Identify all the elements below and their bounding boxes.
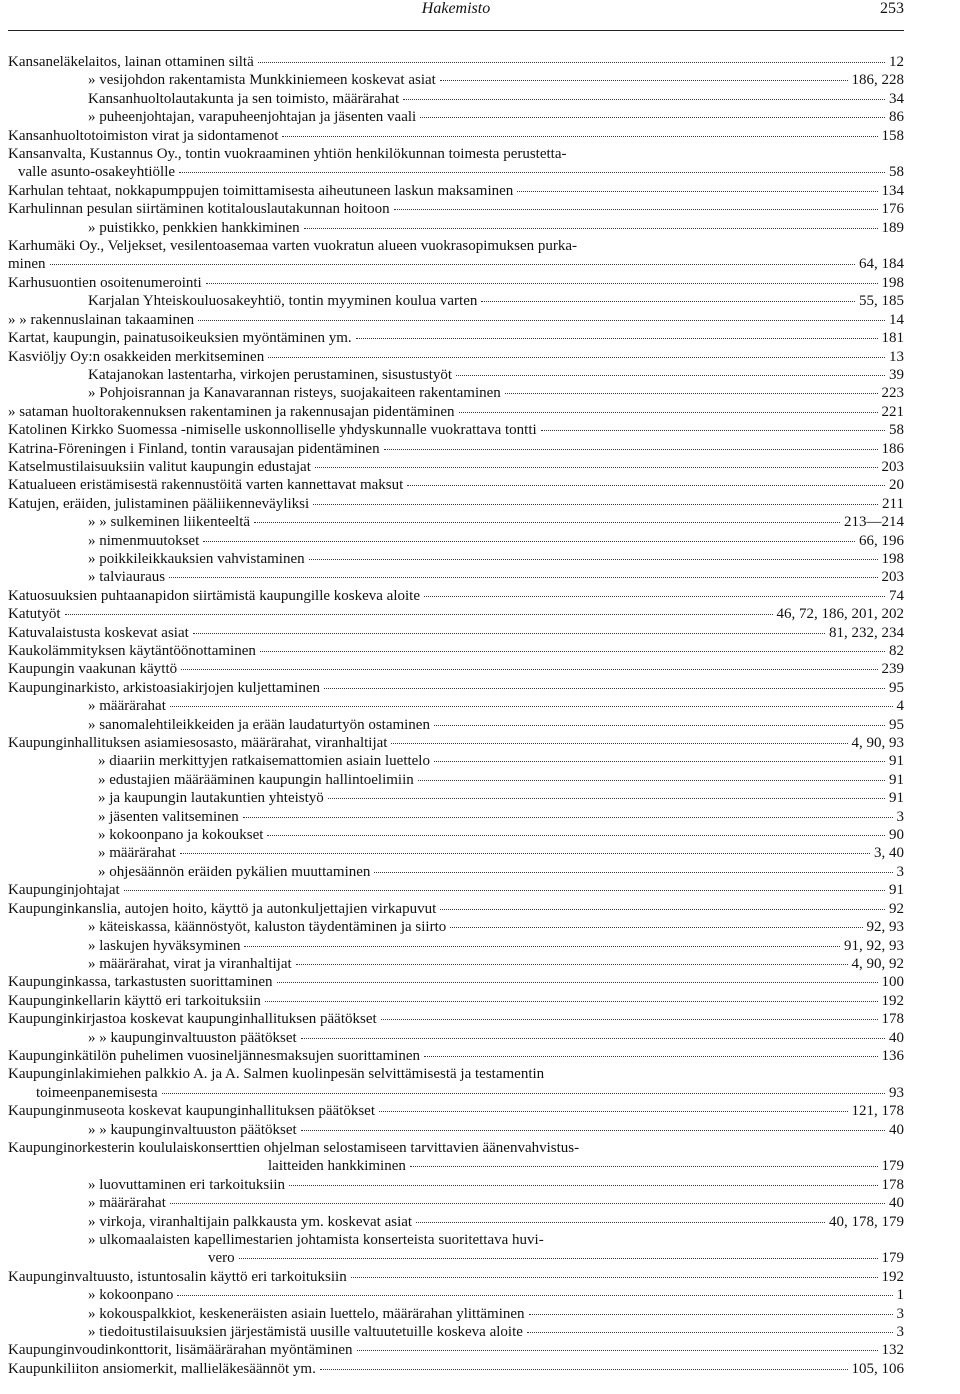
leader-dots xyxy=(403,99,885,100)
leader-dots xyxy=(381,1019,878,1020)
entry-pages: 39 xyxy=(889,366,904,383)
entry-text: Kaupunginorkesterin koululaiskonserttien ohjelman selostamiseen tarvittavien äänenvahvistus- xyxy=(8,1139,580,1156)
leader-dots xyxy=(434,761,885,762)
entry-text: » määrärahat xyxy=(88,1195,166,1212)
entry-text: Katajanokan lastentarha, virkojen perustaminen, sisustustyöt xyxy=(88,366,453,383)
index-entry xyxy=(8,771,904,789)
entry-text: Kaupunginkassa, tarkastusten suorittaminen xyxy=(8,974,273,991)
leader-dots xyxy=(198,320,885,321)
index-entry xyxy=(8,182,904,200)
entry-text: Kaupunginvaltuusto, istuntosalin käyttö eri tarkoituksiin xyxy=(8,1268,347,1285)
index-entry xyxy=(8,329,904,347)
index-entry xyxy=(8,1084,904,1102)
entry-text: » tiedoitustilaisuuksien järjestämistä uusille valtuutetuille koskeva aloite xyxy=(88,1324,523,1341)
index-entry xyxy=(8,348,904,366)
leader-dots xyxy=(169,577,877,578)
page-number: 253 xyxy=(880,0,904,17)
entry-pages: 34 xyxy=(889,90,904,107)
index-entry xyxy=(8,1323,904,1341)
entry-line xyxy=(8,1231,904,1249)
entry-pages: 13 xyxy=(889,348,904,365)
entry-text: Kartat, kaupungin, painatusoikeuksien myöntäminen ym. xyxy=(8,330,352,347)
entry-pages: 203 xyxy=(881,569,904,586)
index-entry xyxy=(8,163,904,181)
entry-text: » » sulkeminen liikenteeltä xyxy=(88,514,251,531)
entry-text: laitteiden hankkiminen xyxy=(268,1158,406,1175)
leader-dots xyxy=(394,209,878,210)
index-entry xyxy=(8,863,904,881)
leader-dots xyxy=(328,798,885,799)
entry-pages: 91 xyxy=(889,882,904,899)
entry-pages: 189 xyxy=(881,219,904,236)
entry-pages: 3, 40 xyxy=(874,845,904,862)
leader-dots xyxy=(124,890,885,891)
entry-text: Katolinen Kirkko Suomessa -nimiselle uskonnolliselle yhdyskunnalle vuokrattava tontti xyxy=(8,422,537,439)
entry-text: Kaupunginkanslia, autojen hoito, käyttö ja autonkuljettajien virkapuvut xyxy=(8,900,437,917)
entry-pages: 179 xyxy=(881,1158,904,1175)
index-entry xyxy=(8,513,904,531)
entry-text: Karhulinnan pesulan siirtäminen kotitalouslautakunnan hoitoon xyxy=(8,201,390,218)
leader-dots xyxy=(407,485,885,486)
index-entry xyxy=(8,255,904,273)
leader-dots xyxy=(193,633,825,634)
entry-text: Katuosuuksien puhtaanapidon siirtämistä kaupungille koskeva aloite xyxy=(8,587,420,604)
index-entry xyxy=(8,881,904,899)
leader-dots xyxy=(177,1295,892,1296)
entry-text: » luovuttaminen eri tarkoituksiin xyxy=(88,1176,286,1193)
entry-pages: 95 xyxy=(889,716,904,733)
entry-line xyxy=(8,1065,904,1083)
leader-dots xyxy=(289,1185,877,1186)
entry-text: Katujen, eräiden, julistaminen pääliikenneväyliksi xyxy=(8,495,310,512)
leader-dots xyxy=(517,191,877,192)
index-entry xyxy=(8,679,904,697)
leader-dots xyxy=(243,817,893,818)
entry-pages: 40 xyxy=(889,1029,904,1046)
index-entry xyxy=(8,440,904,458)
index-entry xyxy=(8,1360,904,1378)
entry-text: » määrärahat, virat ja viranhaltijat xyxy=(88,955,292,972)
index-entry xyxy=(8,1194,904,1212)
entry-pages: 14 xyxy=(889,311,904,328)
entry-text: » diaariin merkittyjen ratkaisemattomien asiain luettelo xyxy=(98,753,430,770)
leader-dots xyxy=(282,136,877,137)
entry-pages: 132 xyxy=(881,1342,904,1359)
index-entry xyxy=(8,568,904,586)
entry-pages: 192 xyxy=(881,992,904,1009)
index-entry xyxy=(8,476,904,494)
leader-dots xyxy=(356,338,878,339)
index-entry xyxy=(8,421,904,439)
index-entry xyxy=(8,642,904,660)
leader-dots xyxy=(450,927,862,928)
entry-pages: 4 xyxy=(896,698,904,715)
leader-dots xyxy=(254,522,840,523)
leader-dots xyxy=(374,872,892,873)
entry-pages: 91, 92, 93 xyxy=(844,937,904,954)
index-entry xyxy=(8,1213,904,1231)
index-entry xyxy=(8,789,904,807)
leader-dots xyxy=(301,1038,885,1039)
entry-pages: 91 xyxy=(889,771,904,788)
entry-pages: 1 xyxy=(896,1287,904,1304)
leader-dots xyxy=(410,1166,878,1167)
index-entry xyxy=(8,1047,904,1065)
entry-text: » kokoonpano ja kokoukset xyxy=(98,827,264,844)
index-entry xyxy=(8,1176,904,1194)
entry-text: Katuvalaistusta koskevat asiat xyxy=(8,624,189,641)
entry-text: » talviauraus xyxy=(88,569,166,586)
entry-pages: 213—214 xyxy=(844,514,904,531)
entry-text: » virkoja, viranhaltijain palkkausta ym. koskevat asiat xyxy=(88,1213,413,1230)
entry-pages: 192 xyxy=(881,1268,904,1285)
entry-text: vero xyxy=(208,1250,235,1267)
leader-dots xyxy=(260,651,885,652)
index-entry xyxy=(8,900,904,918)
index-entry xyxy=(8,403,904,421)
entry-pages: 198 xyxy=(881,274,904,291)
leader-dots xyxy=(309,559,878,560)
index-entry xyxy=(8,1102,904,1120)
index-entry xyxy=(8,1029,904,1047)
leader-dots xyxy=(239,1258,878,1259)
entry-pages: 221 xyxy=(881,403,904,420)
entry-pages: 91 xyxy=(889,753,904,770)
entry-pages: 86 xyxy=(889,109,904,126)
index-entry xyxy=(8,71,904,89)
leader-dots xyxy=(268,357,885,358)
entry-text: » poikkileikkauksien vahvistaminen xyxy=(88,550,305,567)
leader-dots xyxy=(50,264,856,265)
entry-pages: 179 xyxy=(881,1250,904,1267)
entry-pages: 40 xyxy=(889,1195,904,1212)
entry-text: Kaupunginkätilön puhelimen vuosineljännesmaksujen suorittaminen xyxy=(8,1047,421,1064)
index-entry xyxy=(8,752,904,770)
leader-dots xyxy=(203,541,855,542)
entry-pages: 136 xyxy=(881,1047,904,1064)
entry-pages: 186, 228 xyxy=(851,72,904,89)
leader-dots xyxy=(379,1111,847,1112)
leader-dots xyxy=(391,743,847,744)
entry-pages: 91 xyxy=(889,790,904,807)
entry-pages: 4, 90, 93 xyxy=(851,735,904,752)
entry-pages: 3 xyxy=(896,863,904,880)
entry-pages: 186 xyxy=(881,440,904,457)
index-entry xyxy=(8,108,904,126)
leader-dots xyxy=(541,430,885,431)
leader-dots xyxy=(265,1001,878,1002)
entry-pages: 158 xyxy=(881,127,904,144)
index-entry xyxy=(8,1121,904,1139)
index-entry xyxy=(8,955,904,973)
index-entry xyxy=(8,918,904,936)
index-entry xyxy=(8,532,904,550)
entry-text: Kaupunginmuseota koskevat kaupunginhallituksen päätökset xyxy=(8,1103,376,1120)
entry-text: » ulkomaalaisten kapellimestarien johtamista konserteista suoritettava huvi- xyxy=(88,1232,544,1248)
entry-text: Kansanvalta, Kustannus Oy., tontin vuokraaminen yhtiön henkilökunnan toimesta perustetta- xyxy=(8,146,567,163)
entry-text: » edustajien määrääminen kaupungin hallintoelimiin xyxy=(98,771,414,788)
page-header xyxy=(8,0,904,26)
entry-pages: 3 xyxy=(896,1324,904,1341)
index-entry xyxy=(8,1010,904,1028)
index-entry xyxy=(8,292,904,310)
leader-dots xyxy=(170,1203,885,1204)
index-entry xyxy=(8,605,904,623)
index-entry xyxy=(8,624,904,642)
index-entry xyxy=(8,973,904,991)
entry-text: » » kaupunginvaltuuston päätökset xyxy=(88,1029,297,1046)
entry-text: Katualueen eristämisestä rakennustöitä varten kannettavat maksut xyxy=(8,477,404,494)
entry-pages: 95 xyxy=(889,679,904,696)
entry-text: minen xyxy=(8,256,46,273)
entry-text: » Pohjoisrannan ja Kanavarannan risteys, suojakaiteen rakentaminen xyxy=(88,385,501,402)
entry-pages: 3 xyxy=(896,1305,904,1322)
index-entry xyxy=(8,826,904,844)
entry-text: » kokoonpano xyxy=(88,1287,174,1304)
entry-pages: 66, 196 xyxy=(859,532,904,549)
leader-dots xyxy=(206,283,878,284)
leader-dots xyxy=(416,1222,825,1223)
entry-text: » määrärahat xyxy=(98,845,176,862)
entry-pages: 40, 178, 179 xyxy=(829,1213,904,1230)
leader-dots xyxy=(434,725,885,726)
leader-dots xyxy=(170,706,893,707)
entry-text: toimeenpanemisesta xyxy=(36,1084,158,1101)
leader-dots xyxy=(456,375,885,376)
entry-pages: 20 xyxy=(889,477,904,494)
entry-text: » määrärahat xyxy=(88,698,166,715)
leader-dots xyxy=(418,780,885,781)
index-entry xyxy=(8,808,904,826)
entry-text: » jäsenten valitseminen xyxy=(98,808,239,825)
entry-text: » » rakennuslainan takaaminen xyxy=(8,311,195,328)
index-entry xyxy=(8,90,904,108)
entry-pages: 223 xyxy=(881,385,904,402)
index-entry xyxy=(8,550,904,568)
index-entry xyxy=(8,274,904,292)
leader-dots xyxy=(320,1369,848,1370)
entry-line xyxy=(8,1139,904,1157)
entry-text: Kansanhuoltotoimiston virat ja sidontamenot xyxy=(8,127,279,144)
entry-pages: 92 xyxy=(889,900,904,917)
leader-dots xyxy=(440,80,848,81)
header-rule xyxy=(8,30,904,31)
entry-pages: 176 xyxy=(881,201,904,218)
entry-text: » sanomalehtileikkeiden ja erään laudaturtyön ostaminen xyxy=(88,716,430,733)
entry-pages: 211 xyxy=(882,495,904,512)
index-entry xyxy=(8,1249,904,1267)
entry-text: Kasviöljy Oy:n osakkeiden merkitseminen xyxy=(8,348,265,365)
running-title: Hakemisto xyxy=(421,0,491,17)
index-entry xyxy=(8,384,904,402)
entry-text: Kaupunginkellarin käyttö eri tarkoituksiin xyxy=(8,992,261,1009)
entry-pages: 81, 232, 234 xyxy=(829,624,904,641)
entry-pages: 12 xyxy=(889,54,904,70)
index-entry xyxy=(8,1268,904,1286)
index-entry xyxy=(8,734,904,752)
entry-pages: 3 xyxy=(896,808,904,825)
entry-text: » ja kaupungin lautakuntien yhteistyö xyxy=(98,790,324,807)
entry-text: Kaupunginarkisto, arkistoasiakirjojen kuljettaminen xyxy=(8,679,321,696)
entry-text: Kaukolämmityksen käytäntöönottaminen xyxy=(8,643,256,659)
leader-dots xyxy=(304,228,878,229)
entry-text: Kaupunginlakimiehen palkkio A. ja A. Salmen kuolinpesän selvittämisestä ja testamentin xyxy=(8,1066,545,1083)
index-entry xyxy=(8,219,904,237)
entry-pages: 93 xyxy=(889,1084,904,1101)
leader-dots xyxy=(162,1093,885,1094)
entry-pages: 134 xyxy=(881,182,904,199)
index-entry xyxy=(8,716,904,734)
entry-pages: 100 xyxy=(881,974,904,991)
leader-dots xyxy=(267,835,885,836)
leader-dots xyxy=(351,1277,878,1278)
leader-dots xyxy=(424,596,885,597)
index-entry xyxy=(8,1341,904,1359)
entry-pages: 46, 72, 186, 201, 202 xyxy=(776,606,904,623)
index-entry xyxy=(8,1305,904,1323)
index-entry xyxy=(8,366,904,384)
index-entry xyxy=(8,844,904,862)
index-entry xyxy=(8,495,904,513)
entry-pages: 82 xyxy=(889,643,904,659)
entry-pages: 40 xyxy=(889,1121,904,1138)
entry-text: » käteiskassa, käännöstyöt, kaluston täydentäminen ja siirto xyxy=(88,919,447,936)
entry-text: Kaupunginkirjastoa koskevat kaupunginhallituksen päätökset xyxy=(8,1011,377,1028)
index-entry xyxy=(8,200,904,218)
entry-pages: 178 xyxy=(881,1011,904,1028)
entry-text: Katrina-Föreningen i Finland, tontin varausajan pidentäminen xyxy=(8,440,380,457)
index-entry xyxy=(8,53,904,71)
entry-pages: 239 xyxy=(881,661,904,678)
leader-dots xyxy=(65,614,773,615)
leader-dots xyxy=(315,467,878,468)
index-entry xyxy=(8,127,904,145)
leader-dots xyxy=(244,946,840,947)
entry-pages: 105, 106 xyxy=(851,1360,904,1377)
entry-text: Katutyöt xyxy=(8,606,61,623)
entry-line xyxy=(8,145,904,163)
entry-pages: 92, 93 xyxy=(866,919,904,936)
leader-dots xyxy=(180,853,870,854)
entry-pages: 90 xyxy=(889,827,904,844)
entry-text: Kaupunkiliiton ansiomerkit, mallieläkesäännöt ym. xyxy=(8,1360,316,1377)
entry-text: » puistikko, penkkien hankkiminen xyxy=(88,219,300,236)
entry-text: » » kaupunginvaltuuston päätökset xyxy=(88,1121,297,1138)
entry-text: Kaupunginjohtajat xyxy=(8,882,120,899)
entry-text: » ohjesäännön eräiden pykälien muuttaminen xyxy=(98,863,371,880)
entry-text: Katselmustilaisuuksiin valitut kaupungin edustajat xyxy=(8,458,311,475)
entry-text: » sataman huoltorakennuksen rakentaminen ja rakennusajan pidentäminen xyxy=(8,403,455,420)
entry-pages: 64, 184 xyxy=(859,256,904,273)
leader-dots xyxy=(296,964,848,965)
leader-dots xyxy=(459,412,878,413)
index-entry xyxy=(8,587,904,605)
leader-dots xyxy=(424,1056,877,1057)
index-entry xyxy=(8,311,904,329)
leader-dots xyxy=(505,393,878,394)
entry-text: Kaupunginvoudinkonttorit, lisämäärärahan myöntäminen xyxy=(8,1342,353,1359)
index-entry xyxy=(8,660,904,678)
entry-text: Karhumäki Oy., Veljekset, vesilentoasemaa varten vuokratun alueen vuokrasopimuksen purka- xyxy=(8,238,577,255)
entry-text: Karjalan Yhteiskouluosakeyhtiö, tontin myyminen koulua varten xyxy=(88,293,478,310)
index-entry xyxy=(8,937,904,955)
entry-text: Karhulan tehtaat, nokkapumppujen toimittamisesta aiheutuneen laskun maksaminen xyxy=(8,182,514,199)
leader-dots xyxy=(313,504,878,505)
entry-pages: 203 xyxy=(881,458,904,475)
entry-pages: 121, 178 xyxy=(851,1103,904,1120)
entry-text: Kansaneläkelaitos, lainan ottaminen siltä xyxy=(8,54,254,70)
entry-text: » vesijohdon rakentamista Munkkiniemeen koskevat asiat xyxy=(88,72,436,89)
leader-dots xyxy=(181,669,877,670)
entry-text: Karhusuontien osoitenumerointi xyxy=(8,274,202,291)
entry-text: Kansanhuoltolautakunta ja sen toimisto, määrärahat xyxy=(88,90,400,107)
entry-pages: 58 xyxy=(889,422,904,439)
entry-text: » puheenjohtajan, varapuheenjohtajan ja jäsenten vaali xyxy=(88,109,417,126)
index-entry xyxy=(8,697,904,715)
leader-dots xyxy=(301,1130,885,1131)
entry-pages: 181 xyxy=(881,330,904,347)
leader-dots xyxy=(324,688,885,689)
leader-dots xyxy=(481,301,855,302)
leader-dots xyxy=(357,1350,878,1351)
leader-dots xyxy=(258,62,885,63)
index-entry xyxy=(8,458,904,476)
entry-text: » laskujen hyväksyminen xyxy=(88,937,241,954)
entry-text: Kaupungin vaakunan käyttö xyxy=(8,661,178,678)
leader-dots xyxy=(527,1332,893,1333)
index-entry xyxy=(8,992,904,1010)
leader-dots xyxy=(277,982,878,983)
entry-text: Kaupunginhallituksen asiamiesosasto, määrärahat, viranhaltijat xyxy=(8,735,388,752)
leader-dots xyxy=(179,172,885,173)
entry-pages: 4, 90, 92 xyxy=(851,955,904,972)
entry-text: » nimenmuutokset xyxy=(88,532,200,549)
leader-dots xyxy=(384,449,878,450)
entry-pages: 55, 185 xyxy=(859,293,904,310)
leader-dots xyxy=(440,909,885,910)
index-entry xyxy=(8,1157,904,1175)
index-entries xyxy=(8,53,904,1378)
entry-line xyxy=(8,237,904,255)
entry-pages: 178 xyxy=(881,1176,904,1193)
entry-pages: 198 xyxy=(881,550,904,567)
leader-dots xyxy=(420,117,885,118)
index-entry xyxy=(8,1286,904,1304)
entry-pages: 58 xyxy=(889,164,904,181)
entry-text: valle asunto-osakeyhtiölle xyxy=(18,164,176,181)
entry-text: » kokouspalkkiot, keskeneräisten asiain luettelo, määrärahan ylittäminen xyxy=(88,1305,525,1322)
leader-dots xyxy=(529,1314,893,1315)
entry-pages: 74 xyxy=(889,587,904,604)
